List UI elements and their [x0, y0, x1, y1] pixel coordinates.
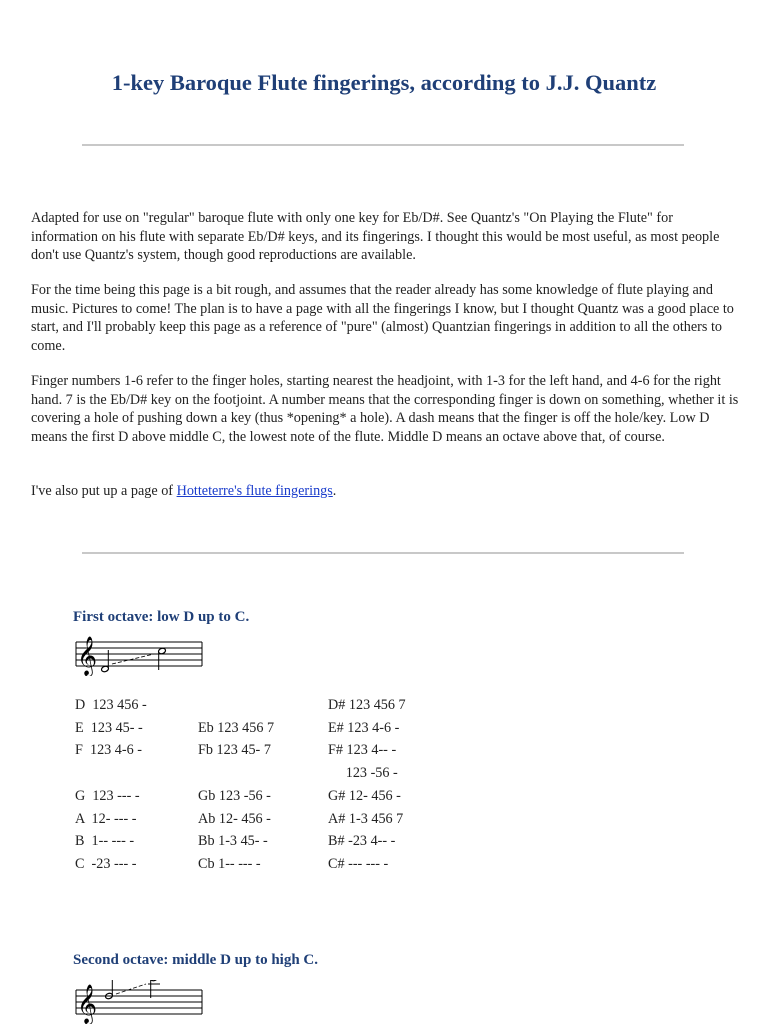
- fingering-entry: A# 1-3 456 7: [328, 810, 404, 827]
- intro-paragraph-4: [31, 482, 741, 501]
- divider: [82, 144, 684, 146]
- fingering-entry: Fb 123 45- 7: [198, 742, 271, 759]
- first-octave-staff: [74, 636, 206, 676]
- fingering-entry: Bb 1-3 45- -: [198, 833, 268, 850]
- intro-paragraph-1: Adapted for use on "regular" baroque flute with only one key for Eb/D#. See Quantz's "On Playing the Flute" for information on his flute with separate Eb/D# keys, and its fingerings. I thought this would be most useful, as most people don't use Quantz's system, though good reproductions are available.: [31, 210, 720, 263]
- intro-paragraph-3: Finger numbers 1-6 refer to the finger holes, starting nearest the headjoint, with 1-3 for the left hand, and 4-6 for the right hand. 7 is the Eb/D# key on the footjoint. A number means that the corresponding finger is down on something, whether it is covering a hole of pushing down a key (thus *opening* a hole). A dash means that the finger is off the hole/key. Low D means the first D above middle C, the lowest note of the flute. Middle D means an octave above that, of course.: [31, 373, 739, 445]
- fingering-entry: Cb 1-- --- -: [198, 855, 261, 872]
- fingering-entry: Ab 12- 456 -: [198, 810, 271, 827]
- treble-clef-icon: 𝄞: [77, 636, 98, 676]
- fingering-entry: D 123 456 -: [75, 697, 147, 713]
- fingering-entry: Gb 123 -56 -: [198, 787, 271, 804]
- page-title: 1-key Baroque Flute fingerings, according to J.J. Quantz: [111, 70, 657, 95]
- fingering-entry: E# 123 4-6 -: [328, 719, 400, 736]
- link-suffix: .: [332, 483, 337, 499]
- treble-clef-icon: 𝄞: [77, 984, 98, 1024]
- fingering-entry: E 123 45- -: [75, 719, 143, 736]
- fingering-entry: G# 12- 456 -: [328, 787, 401, 804]
- link-prefix: I've also put up a page of: [31, 483, 177, 499]
- fingering-entry: 123 -56 -: [328, 765, 398, 782]
- fingering-entry: F# 123 4-- -: [328, 742, 397, 759]
- second-octave-staff: [74, 980, 206, 1024]
- first-octave-title: First octave: low D up to C.: [73, 609, 250, 625]
- hotteterre-link[interactable]: Hotteterre's flute fingerings: [176, 483, 333, 499]
- fingering-entry: C -23 --- -: [75, 855, 137, 872]
- divider: [82, 552, 684, 554]
- second-octave-title: Second octave: middle D up to high C.: [73, 952, 319, 968]
- fingering-entry: C# --- --- -: [328, 855, 389, 872]
- intro-paragraph-2: For the time being this page is a bit rough, and assumes that the reader already has some knowledge of flute playing and music. Pictures to come! The plan is to have a page with all the fingerings I know, but I thought Quantz was a good place to start, and I'll probably keep this page as a reference of "pure" (almost) Quantzian fingerings in addition to all the others to come.: [31, 282, 734, 354]
- fingering-entry: D# 123 456 7: [328, 697, 406, 713]
- fingering-entry: Eb 123 456 7: [198, 719, 275, 736]
- fingering-entry: B 1-- --- -: [75, 833, 135, 850]
- fingering-entry: B# -23 4-- -: [328, 833, 396, 850]
- fingering-entry: G 123 --- -: [75, 787, 140, 804]
- fingering-entry: A 12- --- -: [75, 810, 137, 827]
- fingering-entry: F 123 4-6 -: [75, 742, 142, 759]
